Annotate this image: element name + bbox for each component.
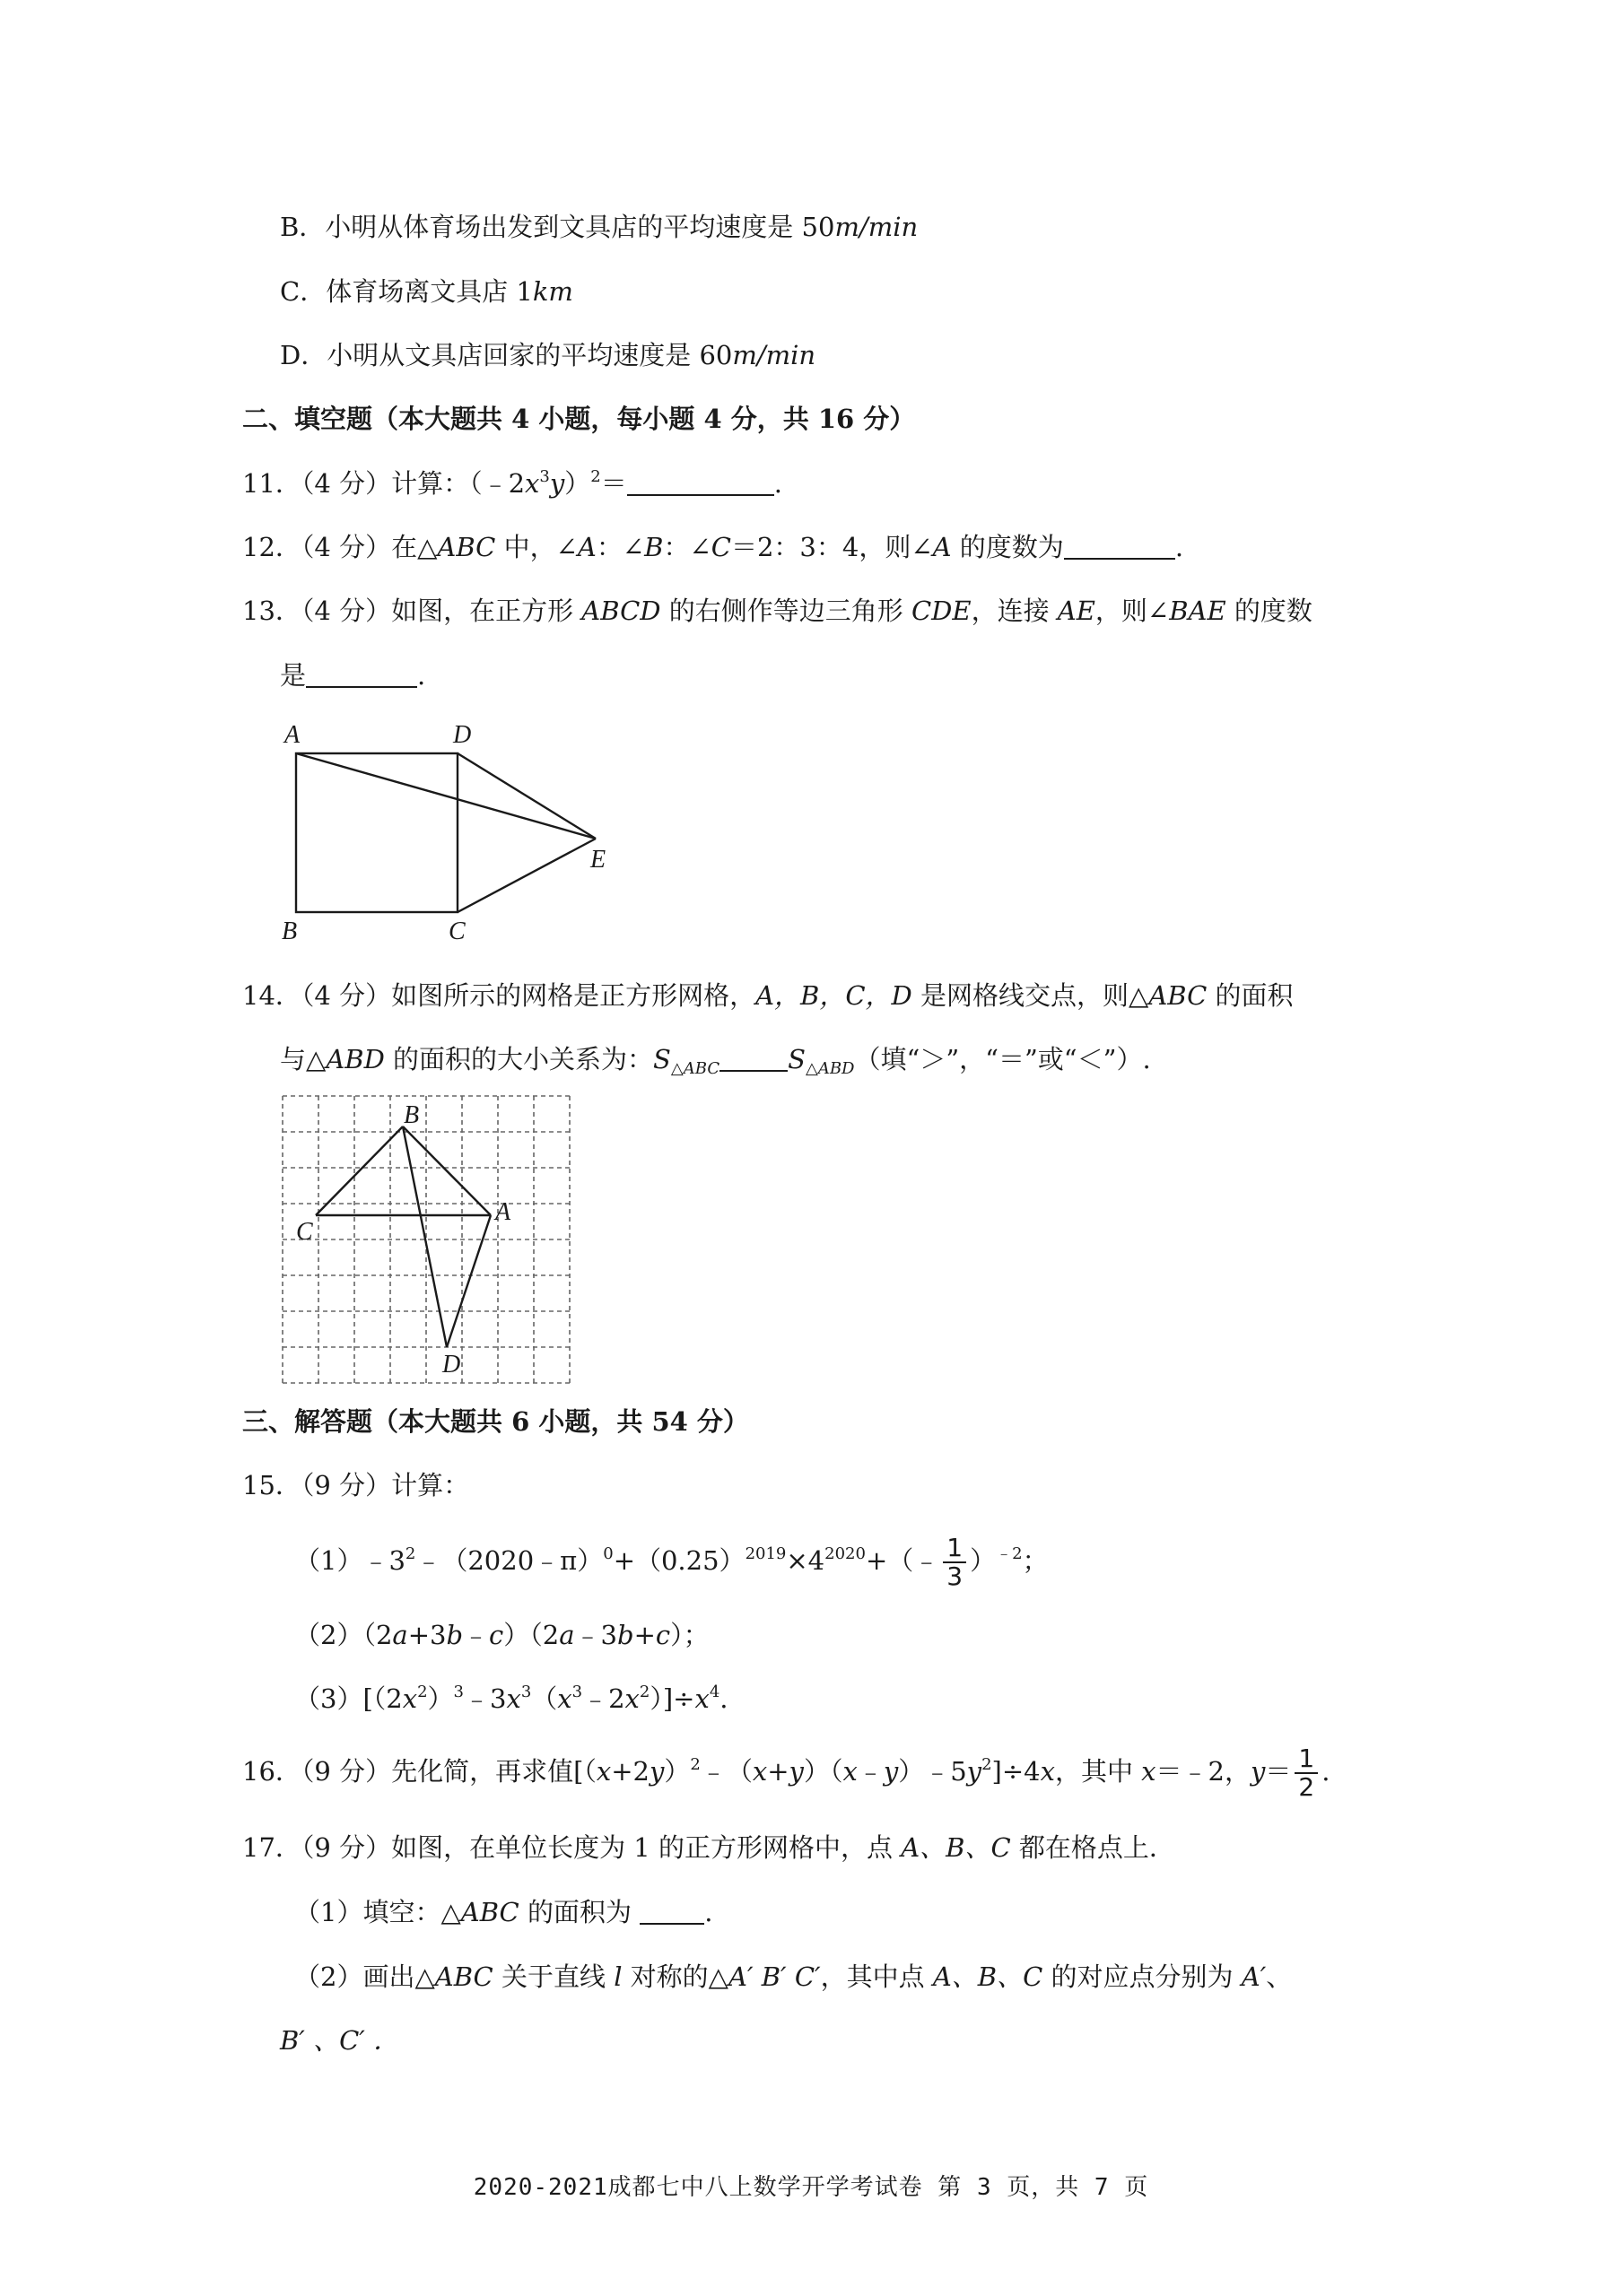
question-15: 15．（9 分）计算： (242, 1470, 470, 1500)
label-d: D (453, 721, 472, 749)
q14-figure (269, 1085, 592, 1390)
segment-ba (403, 1126, 491, 1215)
label-b: B (282, 918, 298, 945)
fraction: $\frac{1}{2}$ (1295, 1745, 1318, 1801)
label-d: D (442, 1351, 461, 1378)
option-b: B．小明从体育场出发到文具店的平均速度是 50m/min (280, 212, 919, 242)
segment-ad (447, 1215, 491, 1347)
section-2-title: 二、填空题（本大题共 4 小题，每小题 4 分，共 16 分） (242, 404, 916, 434)
label-a: A (284, 721, 301, 749)
answer-blank (719, 1043, 788, 1072)
segment-de (458, 753, 596, 839)
section-3-title: 三、解答题（本大题共 6 小题，共 54 分） (242, 1406, 749, 1437)
fraction: $\frac{1}{3}$ (943, 1535, 966, 1590)
answer-blank (640, 1896, 704, 1925)
question-13: 13．（4 分）如图，在正方形 ABCD 的右侧作等边三角形 CDE，连接 AE，则∠BAE 的度数 (242, 596, 1312, 626)
question-11: 11．（4 分）计算：$(﹣2x^3y)^2=$ . (242, 467, 782, 499)
page-footer: 2020-2021成都七中八上数学开学考试卷 第 3 页，共 7 页 (473, 2174, 1149, 2201)
answer-blank (627, 467, 774, 496)
question-17-part-1: （1）填空：△ABC 的面积为 . (294, 1897, 713, 1927)
answer-blank (1064, 531, 1175, 560)
segment-ce (458, 839, 596, 912)
option-c: C．体育场离文具店 1km (280, 276, 573, 307)
segment-ae (296, 753, 596, 839)
label-a: A (495, 1198, 511, 1226)
question-15-part-3: $(3)[(2x^2)^3﹣3x^3(x^3﹣2x^2)]\div x^4$. (294, 1683, 728, 1714)
question-15-part-1: $(1)﹣3^2﹣(2020﹣\pi)^0+(0.25)^{2019}\times 4^{2020}+(﹣$ $\frac{1}{3}$ ）$^{﹣2}$； (294, 1533, 1049, 1591)
label-b: B (404, 1101, 420, 1129)
label-c: C (449, 918, 466, 945)
label-e: E (590, 846, 606, 874)
q13-figure (269, 713, 628, 955)
question-13-line-2: 是 . (280, 660, 426, 691)
question-12: 12．（4 分）在△ABC 中，∠A：∠B：∠C＝2：3：4，则∠A 的度数为 . (242, 532, 1184, 562)
option-d: D．小明从文具店回家的平均速度是 60m/min (280, 340, 816, 370)
answer-blank (306, 659, 417, 688)
label-c: C (296, 1218, 313, 1246)
segment-bd (403, 1126, 447, 1347)
question-14: 14．（4 分）如图所示的网格是正方形网格，A，B，C，D 是网格线交点，则△ABC 的面积 (242, 980, 1294, 1011)
question-17-part-2: （2）画出△ABC 关于直线 l 对称的△A′ B′ C′，其中点 A、B、C 的对应点分别为 A′、 (294, 1961, 1293, 1992)
question-14-line-2: 与△ABD 的面积的大小关系为：$S_{\triangle ABC}$ $S_{\triangle ABD}$（填“＞”，“＝”或“＜”）. (280, 1044, 1151, 1078)
question-17-part-2-line-2: B′ 、C′ ． (280, 2025, 400, 2056)
question-15-part-2: （2）（2a+3b﹣c）（2a﹣3b+c）； (294, 1620, 710, 1650)
question-16: 16．（9 分）先化简，再求值$[(x+2y)^2﹣(x+y)(x﹣y)﹣5y^2]\div 4x$，其中 x＝﹣2，y＝ $\frac{1}{2}$ . (242, 1744, 1330, 1802)
question-17: 17．（9 分）如图，在单位长度为 1 的正方形网格中，点 A、B、C 都在格点上． (242, 1832, 1175, 1863)
